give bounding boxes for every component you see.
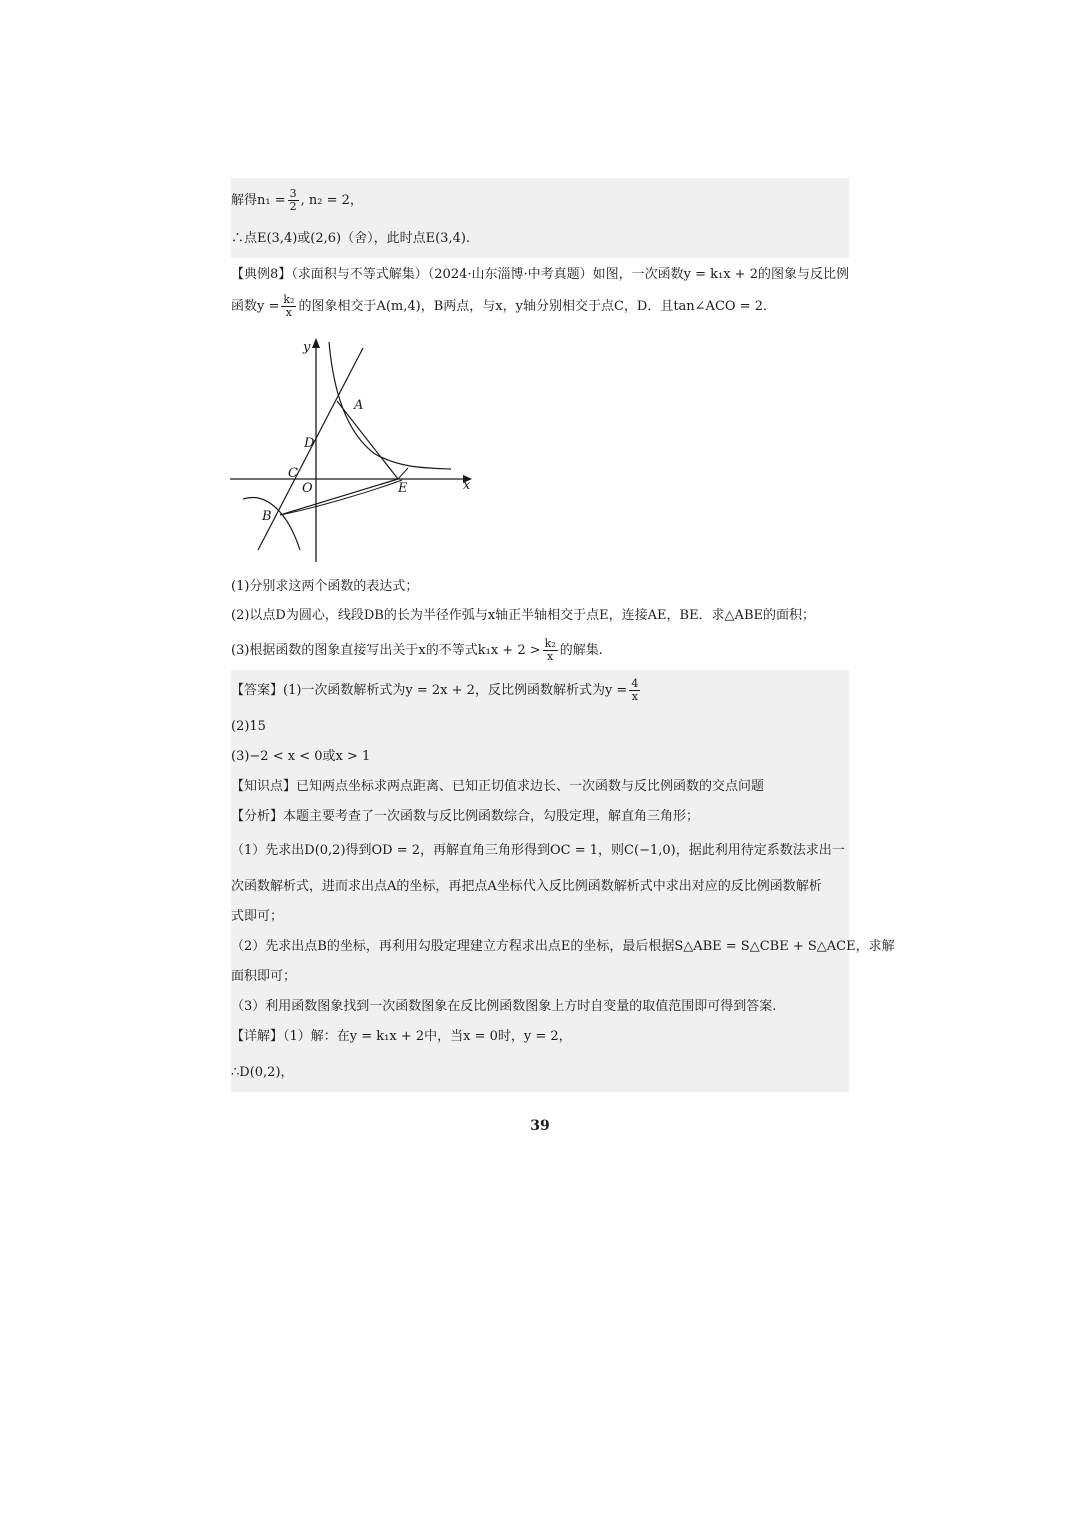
answer-3: (3)−2 < x < 0或x > 1 — [231, 749, 371, 764]
analysis-heading: 【分析】本题主要考查了一次函数与反比例函数综合，勾股定理，解直角三角形； — [231, 809, 700, 824]
fraction — [288, 188, 299, 213]
detail-heading: 【详解】（1）解：在y = k₁x + 2中，当x = 0时，y = 2， — [231, 1029, 572, 1044]
label-x: x — [463, 478, 471, 493]
analysis-part-1-line-1: （1）先求出D(0,2)得到OD = 2，再解直角三角形得到OC = 1，则C(−1,0)，据此利用待定系数法求出一 — [231, 843, 845, 858]
answer-1 — [231, 678, 642, 703]
problem-line-2 — [231, 294, 776, 319]
question-3-prefix: (3)根据函数的图象直接写出关于x的不等式k₁x + 2 > — [231, 643, 541, 658]
segment-be — [280, 479, 398, 515]
fraction — [629, 678, 640, 703]
label-o: O — [302, 481, 313, 496]
solution-line-1 — [231, 188, 363, 213]
question-1: (1)分别求这两个函数的表达式； — [231, 579, 419, 594]
problem-line-2-prefix: 函数y = — [231, 299, 280, 314]
problem-line-1: 【典例8】（求面积与不等式解集）（2024·山东淄博·中考真题）如图，一次函数y = k₁x + 2的图象与反比例 — [231, 267, 849, 282]
solution-line-2: ∴点E(3,4)或(2,6)（舍），此时点E(3,4). — [231, 231, 471, 246]
fraction — [281, 294, 296, 319]
problem-line-2-suffix: 的图象相交于A(m,4)，B两点，与x，y轴分别相交于点C，D．且tan∠ACO = 2． — [298, 299, 776, 314]
question-2: (2)以点D为圆心，线段DB的长为半径作弧与x轴正半轴相交于点E，连接AE，BE．求△ABE的面积； — [231, 608, 815, 623]
answer-1-prefix: 【答案】(1)一次函数解析式为y = 2x + 2，反比例函数解析式为y = — [231, 683, 628, 698]
page-number: 39 — [530, 1118, 550, 1134]
knowledge-points: 【知识点】已知两点坐标求两点距离、已知正切值求边长、一次函数与反比例函数的交点问题 — [231, 779, 765, 794]
label-y: y — [303, 340, 311, 355]
fraction-numerator: k₂ — [544, 637, 556, 650]
analysis-part-1-line-3: 式即可； — [231, 909, 284, 924]
fraction-numerator: 3 — [289, 187, 297, 200]
solution-line-1-prefix: 解得n₁ = — [231, 193, 286, 208]
fraction-denominator: 2 — [289, 200, 297, 213]
label-e: E — [398, 481, 408, 496]
analysis-part-2-line-2: 面积即可； — [231, 969, 297, 984]
solution-line-1-suffix: , n₂ = 2， — [300, 193, 363, 208]
analysis-part-3: （3）利用函数图象找到一次函数图象在反比例函数图象上方时自变量的取值范围即可得到答案. — [231, 999, 777, 1014]
arc-e-tail — [398, 468, 408, 479]
question-3 — [231, 638, 603, 663]
label-c: C — [288, 466, 298, 481]
fraction-denominator: x — [631, 690, 638, 703]
y-axis-arrow — [312, 338, 320, 348]
fraction-denominator: x — [547, 650, 554, 663]
question-3-suffix: 的解集. — [559, 643, 603, 658]
label-d: D — [304, 436, 315, 451]
label-a: A — [354, 398, 364, 413]
fraction-numerator: 4 — [631, 677, 639, 690]
detail-line-2: ∴D(0,2)， — [231, 1065, 294, 1080]
analysis-part-2-line-1: （2）先求出点B的坐标，再利用勾股定理建立方程求出点E的坐标，最后根据S△ABE = S△CBE + S△ACE，求解 — [231, 939, 895, 954]
function-graph-figure — [225, 332, 485, 568]
fraction-numerator: k₂ — [283, 293, 295, 306]
top-solution-block — [231, 178, 849, 258]
hyperbola-branch-1 — [329, 342, 451, 469]
fraction — [543, 638, 558, 663]
answer-block — [231, 670, 895, 1092]
segment-ae — [337, 401, 398, 479]
analysis-part-1-line-2: 次函数解析式，进而求出点A的坐标，再把点A坐标代入反比例函数解析式中求出对应的反比例函数解析 — [231, 879, 822, 894]
answer-2: (2)15 — [231, 719, 266, 734]
fraction-denominator: x — [285, 306, 293, 319]
label-b: B — [262, 509, 272, 524]
